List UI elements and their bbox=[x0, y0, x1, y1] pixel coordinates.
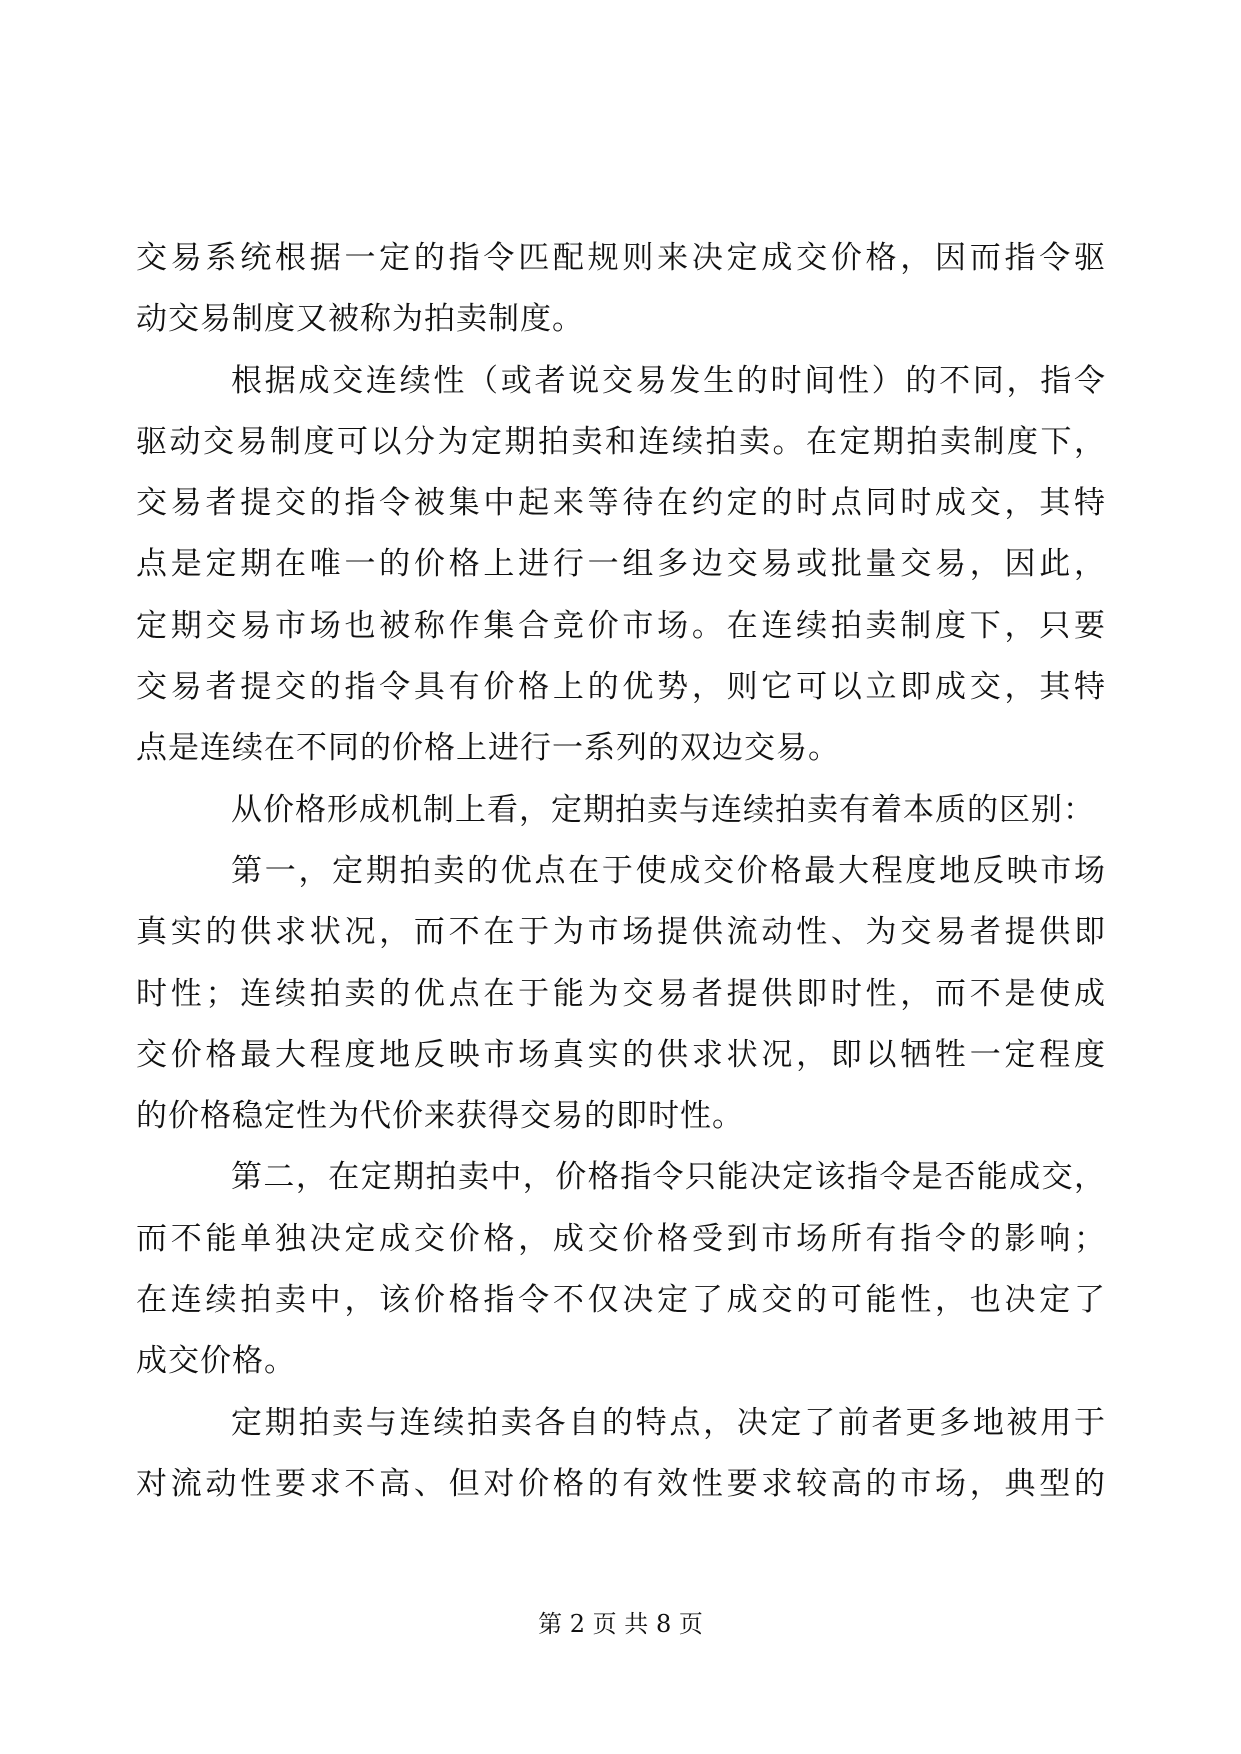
text-line: 点是连续在不同的价格上进行一系列的双边交易。 bbox=[136, 730, 840, 767]
text-line: 时性；连续拍卖的优点在于能为交易者提供即时性，而不是使成 bbox=[136, 975, 1106, 1012]
text-line: 交易系统根据一定的指令匹配规则来决定成交价格，因而指令驱 bbox=[136, 240, 1106, 276]
paragraph-start-line: 定期拍卖与连续拍卖各自的特点，决定了前者更多地被用于 bbox=[231, 1404, 1106, 1441]
text-line: 定期交易市场也被称作集合竞价市场。在连续拍卖制度下，只要 bbox=[136, 607, 1106, 644]
paragraph-start-line: 第一，定期拍卖的优点在于使成交价格最大程度地反映市场 bbox=[231, 852, 1106, 889]
text-line: 成交价格。 bbox=[136, 1343, 296, 1380]
document-body bbox=[136, 228, 1106, 1515]
text-line: 的价格稳定性为代价来获得交易的即时性。 bbox=[136, 1098, 744, 1135]
page-number-footer: 第 2 页 共 8 页 bbox=[538, 1610, 703, 1638]
text-line: 交易者提交的指令被集中起来等待在约定的时点同时成交，其特 bbox=[136, 485, 1106, 522]
text-line: 对流动性要求不高、但对价格的有效性要求较高的市场，典型的 bbox=[136, 1465, 1106, 1502]
paragraph-start-line: 从价格形成机制上看，定期拍卖与连续拍卖有着本质的区别： bbox=[231, 791, 1095, 828]
text-line: 交易者提交的指令具有价格上的优势，则它可以立即成交，其特 bbox=[136, 669, 1106, 706]
text-line: 驱动交易制度可以分为定期拍卖和连续拍卖。在定期拍卖制度下， bbox=[136, 423, 1106, 460]
text-line: 交价格最大程度地反映市场真实的供求状况，即以牺牲一定程度 bbox=[136, 1036, 1106, 1073]
paragraph-start-line: 根据成交连续性（或者说交易发生的时间性）的不同，指令 bbox=[231, 362, 1106, 399]
text-line: 点是定期在唯一的价格上进行一组多边交易或批量交易，因此， bbox=[136, 546, 1106, 583]
text-line: 动交易制度又被称为拍卖制度。 bbox=[136, 301, 584, 338]
text-line: 而不能单独决定成交价格，成交价格受到市场所有指令的影响； bbox=[136, 1220, 1106, 1257]
paragraph-start-line: 第二，在定期拍卖中，价格指令只能决定该指令是否能成交， bbox=[231, 1159, 1106, 1196]
text-line: 真实的供求状况，而不在于为市场提供流动性、为交易者提供即 bbox=[136, 914, 1106, 951]
text-line: 在连续拍卖中，该价格指令不仅决定了成交的可能性，也决定了 bbox=[136, 1282, 1106, 1319]
